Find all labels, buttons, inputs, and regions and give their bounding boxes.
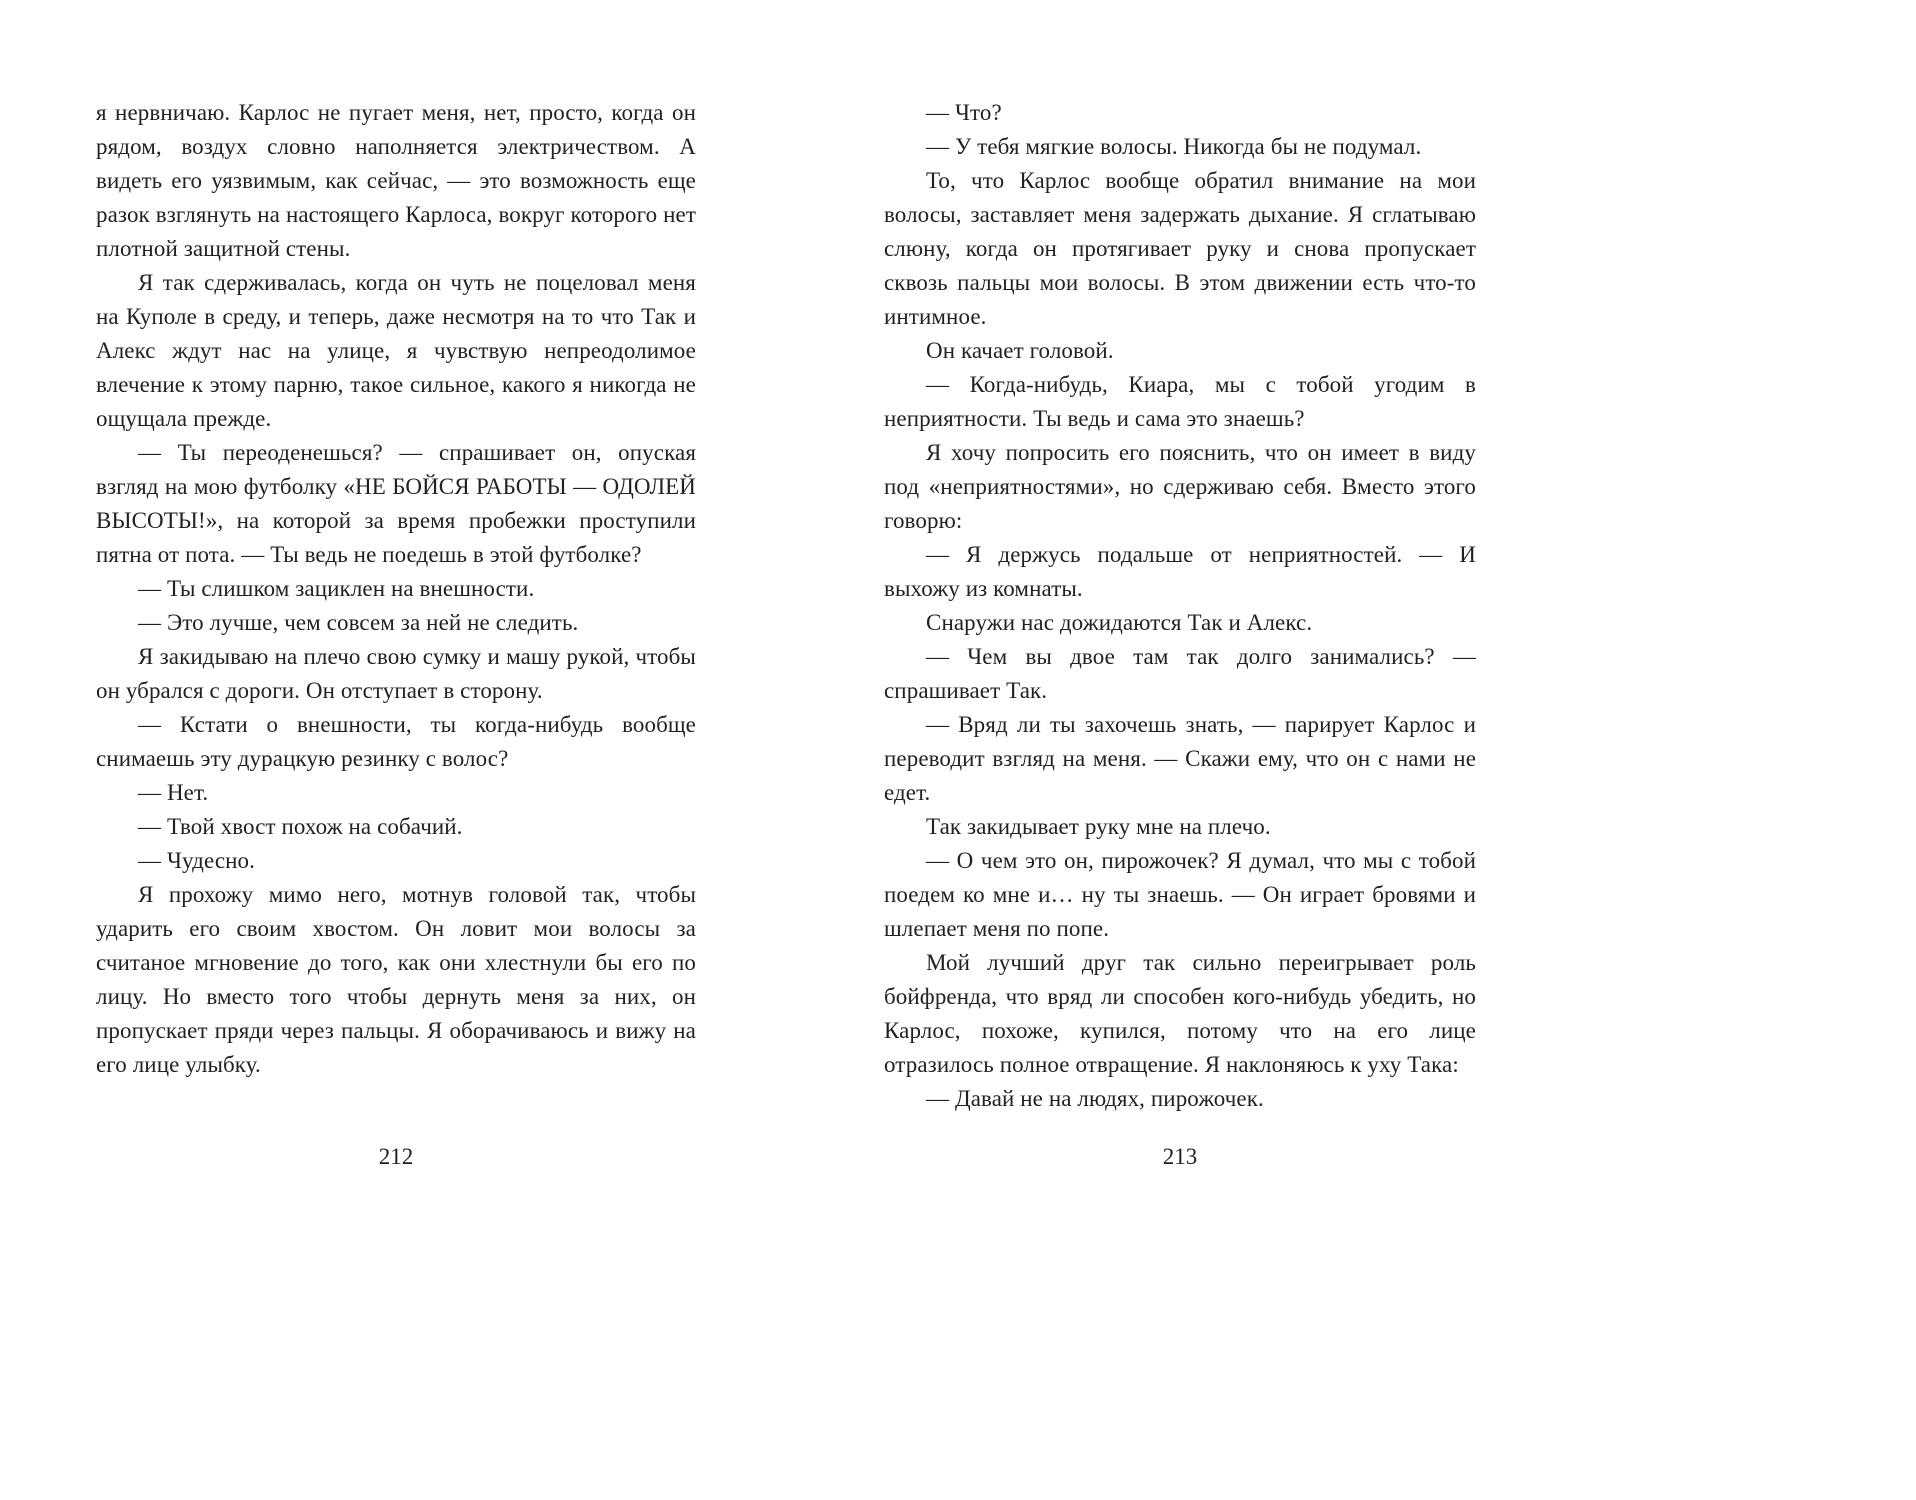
paragraph: Я так сдерживалась, когда он чуть не поцеловал меня на Куполе в среду, и теперь, даже несмотря на то что Так и Алекс ждут нас на улице, я чувствую непреодолимое влечение к этому парню, такое сильное, какого я никогда не ощущала прежде.: [96, 270, 696, 431]
paragraph: — Нет.: [138, 780, 209, 805]
paragraph: Я закидываю на плечо свою сумку и машу рукой, чтобы он убрался с дороги. Он отступает в сторону.: [96, 644, 696, 703]
paragraph: Снаружи нас дожидаются Так и Алекс.: [926, 610, 1313, 635]
page-right: [884, 96, 1476, 1500]
paragraph: Я хочу попросить его пояснить, что он имеет в виду под «неприятностями», но сдерживаю себя. Вместо этого говорю:: [884, 440, 1476, 533]
page-left-number: 212: [378, 1144, 414, 1169]
paragraph: — О чем это он, пирожочек? Я думал, что мы с тобой поедем ко мне и… ну ты знаешь. — Он играет бровями и шлепает меня по попе.: [884, 848, 1476, 941]
paragraph: — Ты слишком зациклен на внешности.: [138, 576, 535, 601]
paragraph: — Я держусь подальше от неприятностей. — И выхожу из комнаты.: [884, 542, 1476, 601]
paragraph: — Ты переоденешься? — спрашивает он, опуская взгляд на мою футболку «НЕ БОЙСЯ РАБОТЫ — ОДОЛЕЙ ВЫСОТЫ!», на которой за время пробежки проступили пятна от пота. — Ты ведь не поедешь в этой футболке?: [96, 440, 696, 567]
page-left-text: [96, 96, 696, 1082]
paragraph: Он качает головой.: [926, 338, 1114, 363]
paragraph: Мой лучший друг так сильно переигрывает роль бойфренда, что вряд ли способен кого-нибудь убедить, но Карлос, похоже, купился, потому что на его лице отразилось полное отвращение. Я наклоняюсь к уху Така:: [884, 950, 1476, 1077]
page-right-number: 213: [1162, 1144, 1198, 1169]
paragraph: — Твой хвост похож на собачий.: [138, 814, 463, 839]
paragraph: — Давай не на людях, пирожочек.: [926, 1086, 1264, 1111]
paragraph: — Это лучше, чем совсем за ней не следить.: [138, 610, 579, 635]
page-left: [96, 96, 696, 1500]
paragraph: — Что?: [926, 100, 1002, 125]
paragraph: — Чем вы двое там так долго занимались? — спрашивает Так.: [884, 644, 1476, 703]
paragraph: — У тебя мягкие волосы. Никогда бы не подумал.: [926, 134, 1422, 159]
paragraph: Так закидывает руку мне на плечо.: [926, 814, 1271, 839]
paragraph: я нервничаю. Карлос не пугает меня, нет, просто, когда он рядом, воздух словно наполняется электричеством. А видеть его уязвимым, как сейчас, — это возможность еще разок взглянуть на настоящего Карлоса, вокруг которого нет плотной защитной стены.: [96, 100, 696, 261]
paragraph: — Вряд ли ты захочешь знать, — парирует Карлос и переводит взгляд на меня. — Скажи ему, что он с нами не едет.: [884, 712, 1476, 805]
paragraph: Я прохожу мимо него, мотнув головой так, чтобы ударить его своим хвостом. Он ловит мои волосы за считаное мгновение до того, как они хлестнули бы его по лицу. Но вместо того чтобы дернуть меня за них, он пропускает пряди через пальцы. Я оборачиваюсь и вижу на его лице улыбку.: [96, 882, 696, 1077]
paragraph: То, что Карлос вообще обратил внимание на мои волосы, заставляет меня задержать дыхание. Я сглатываю слюну, когда он протягивает руку и снова пропускает сквозь пальцы мои волосы. В этом движении есть что-то интимное.: [884, 168, 1476, 329]
paragraph: — Когда-нибудь, Киара, мы с тобой угодим в неприятности. Ты ведь и сама это знаешь?: [884, 372, 1476, 431]
page-right-text: [884, 96, 1476, 1116]
paragraph: — Кстати о внешности, ты когда-нибудь вообще снимаешь эту дурацкую резинку с волос?: [96, 712, 696, 771]
paragraph: — Чудесно.: [138, 848, 255, 873]
